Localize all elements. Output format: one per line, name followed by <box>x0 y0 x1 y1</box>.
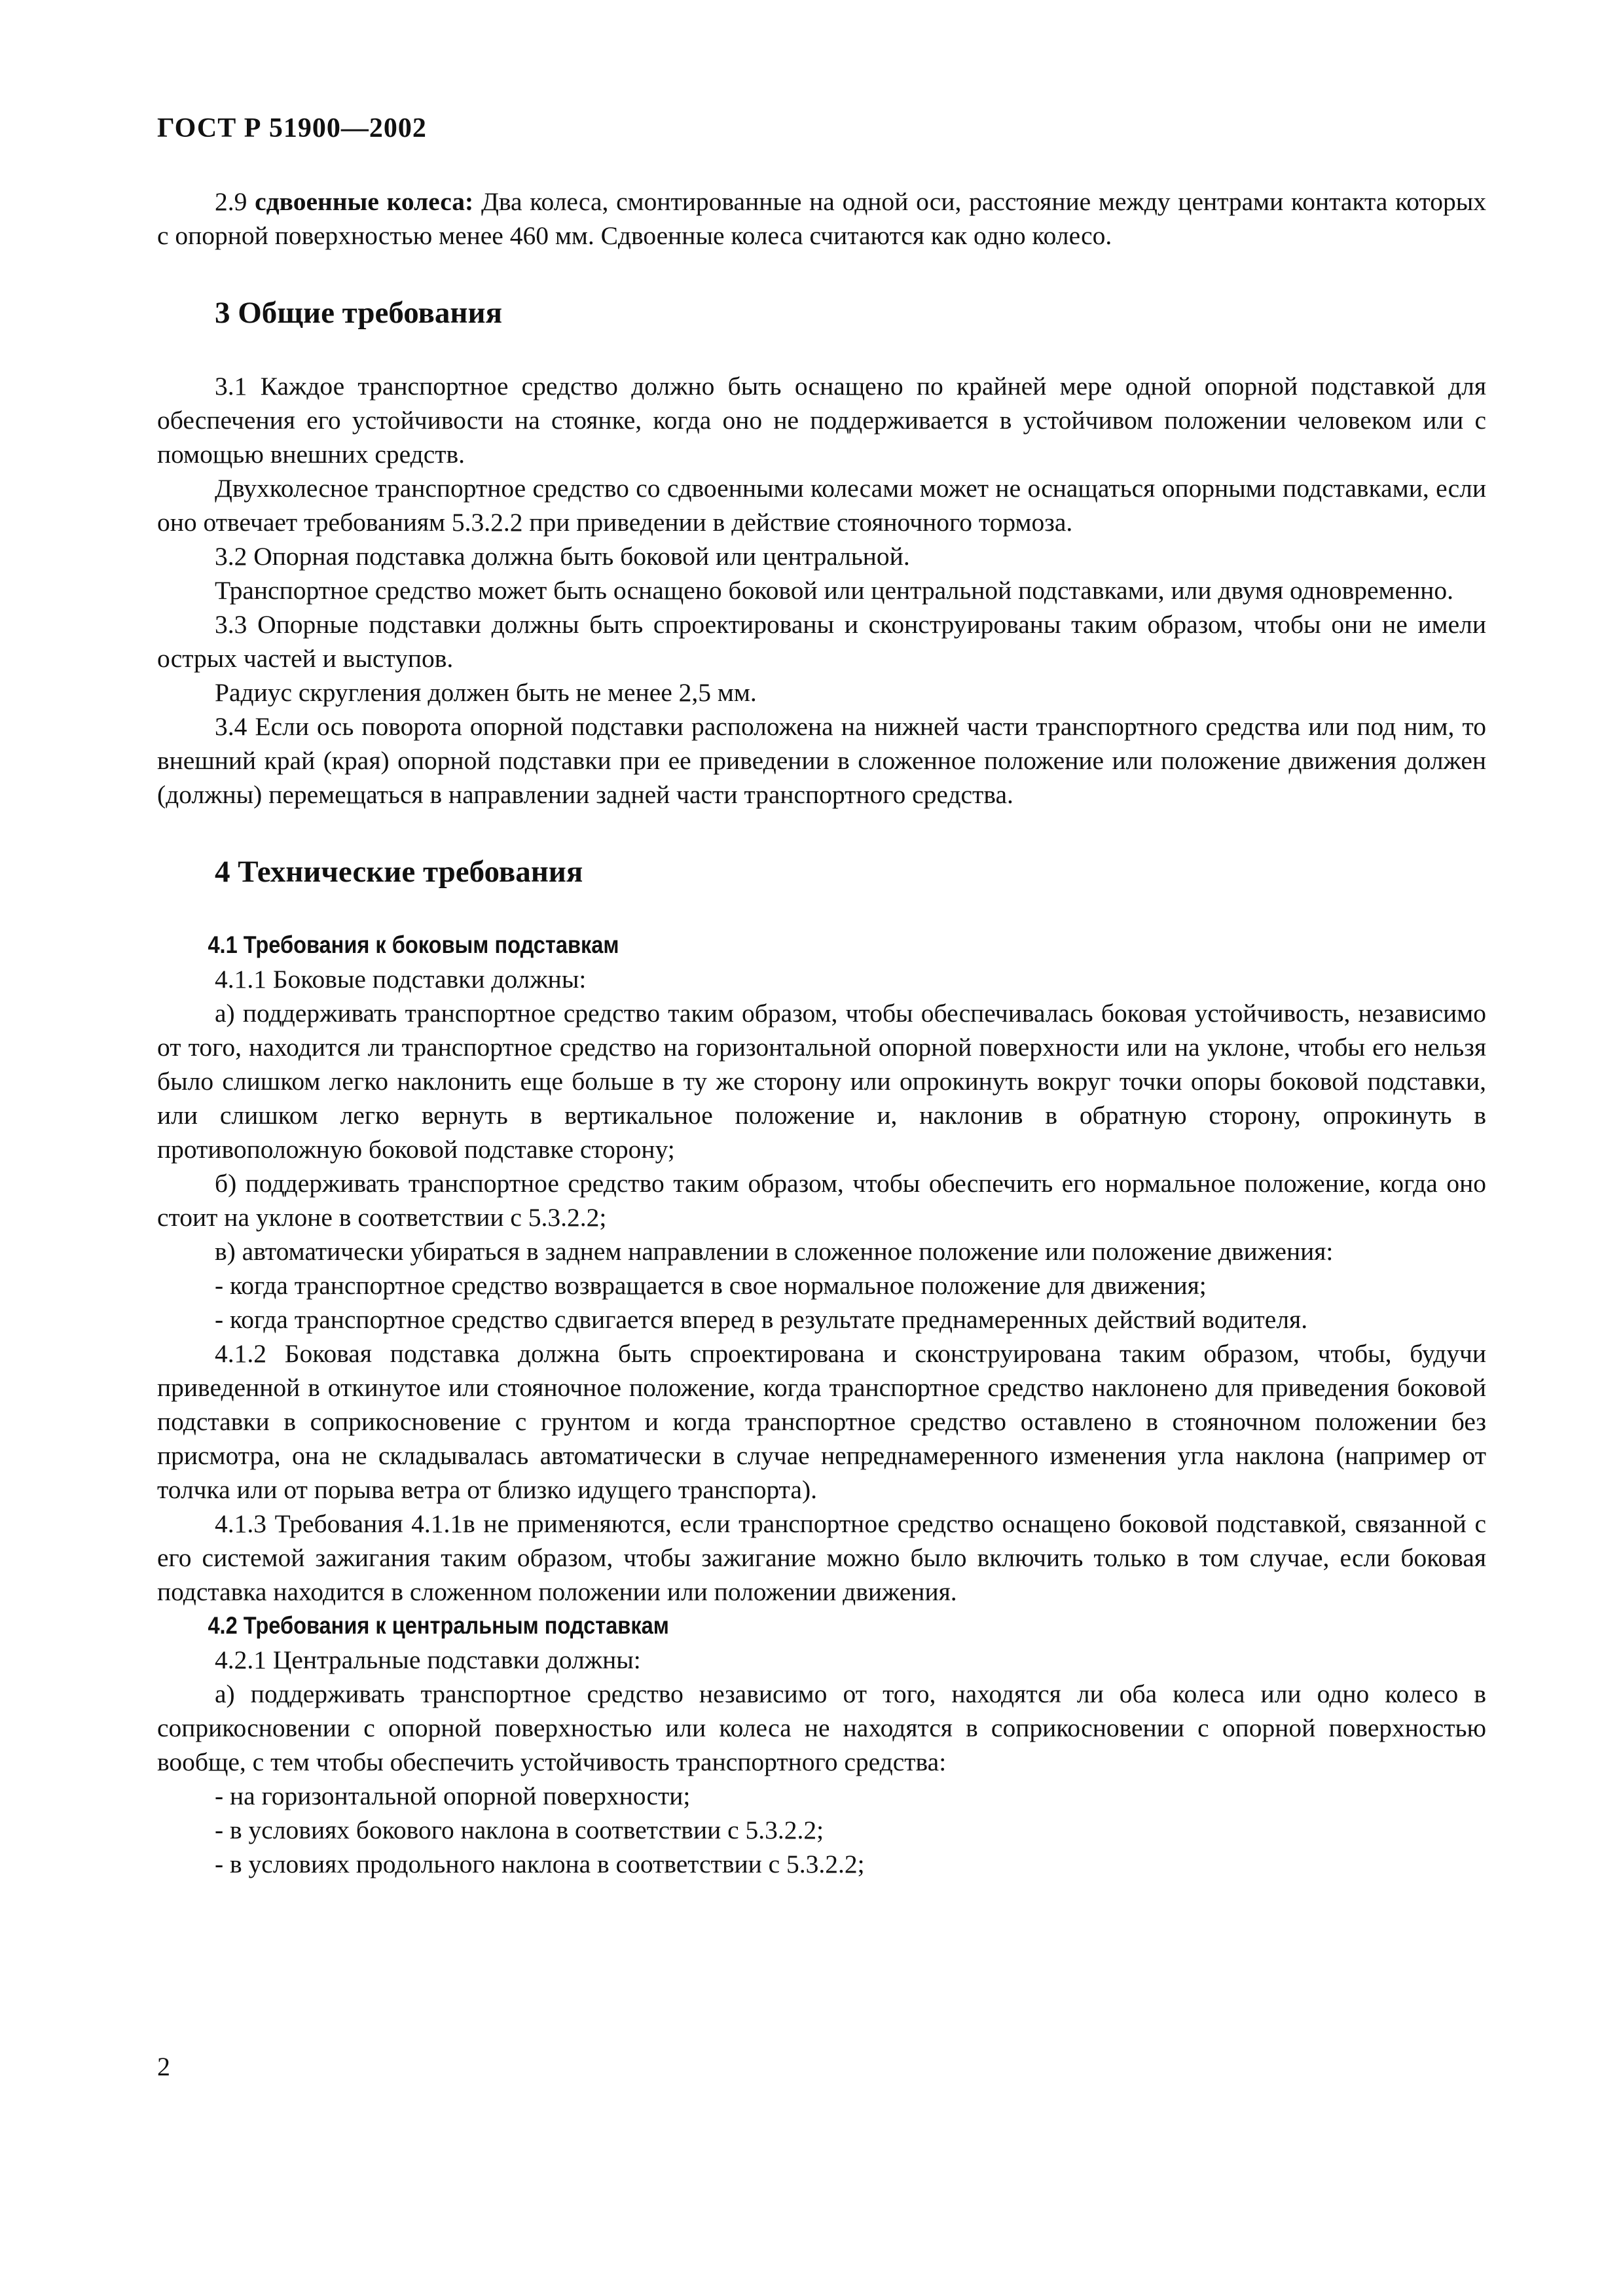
section-3-body <box>157 369 1486 812</box>
page-number: 2 <box>157 2052 170 2081</box>
paragraph-3-1-note: Двухколесное транспортное средство со сдвоенными колесами может не оснащаться опорными подставками, если оно отвечает требованиям 5.3.2.2 при приведении в действие стояночного тормоза. <box>157 474 1486 537</box>
paragraph-3-3-note: Радиус скругления должен быть не менее 2,5 мм. <box>215 678 757 707</box>
list-item-dash-4: - в условиях бокового наклона в соответствии с 5.3.2.2; <box>215 1816 824 1844</box>
list-item-dash-3: - на горизонтальной опорной поверхности; <box>215 1782 691 1810</box>
paragraph-4-2-1: 4.2.1 Центральные подставки должны: <box>215 1645 641 1674</box>
paragraph-4-1-1: 4.1.1 Боковые подставки должны: <box>215 965 587 994</box>
clause-number: 2.9 <box>215 187 247 216</box>
subsection-4-1-heading: 4.1 Требования к боковым подставкам <box>208 931 619 958</box>
list-item-dash-1: - когда транспортное средство возвращается в свое нормальное положение для движения; <box>215 1271 1207 1300</box>
list-item-4-1-1-b: б) поддерживать транспортное средство таким образом, чтобы обеспечить его нормальное положение, когда оно стоит на уклоне в соответствии с 5.3.2.2; <box>157 1169 1486 1232</box>
list-item-4-1-1-a: а) поддерживать транспортное средство таким образом, чтобы обеспечивалась боковая устойчивость, независимо от того, находится ли транспортное средство на горизонтальной опорной поверхности или на уклоне, чтобы его нельзя было слишком легко наклонить еще больше в ту же сторону или опрокинуть вокруг точки опоры боковой подставки, или слишком легко вернуть в вертикальное положение и, наклонив в обратную сторону, опрокинуть в противоположную боковой подставке сторону; <box>157 999 1486 1164</box>
list-item-dash-5: - в условиях продольного наклона в соответствии с 5.3.2.2; <box>215 1850 865 1878</box>
list-item-4-1-1-v: в) автоматически убираться в заднем направлении в сложенное положение или положение движения: <box>215 1237 1334 1266</box>
document-code: ГОСТ Р 51900—2002 <box>157 113 427 143</box>
term-definition: Два колеса, смонтированные на одной оси, расстояние между центрами контакта которых с опорной поверхностью менее 460 мм. Сдвоенные колеса считаются как одно колесо. <box>157 187 1487 250</box>
section-4-body <box>157 928 1486 1881</box>
paragraph-3-2-note: Транспортное средство может быть оснащено боковой или центральной подставками, или двумя одновременно. <box>215 576 1453 605</box>
paragraph-3-3: 3.3 Опорные подставки должны быть спроектированы и сконструированы таким образом, чтобы они не имели острых частей и выступов. <box>157 610 1486 673</box>
paragraph-3-2: 3.2 Опорная подставка должна быть боковой или центральной. <box>215 542 910 571</box>
clause-2-9 <box>157 185 1486 253</box>
list-item-dash-2: - когда транспортное средство сдвигается вперед в результате преднамеренных действий водителя. <box>215 1305 1308 1334</box>
list-item-4-2-1-a: а) поддерживать транспортное средство независимо от того, находятся ли оба колеса или одно колесо в соприкосновении с опорной поверхностью или колеса не находятся в соприкосновении с опорной поверхностью вообще, с тем чтобы обеспечить устойчивость транспортного средства: <box>157 1679 1486 1776</box>
paragraph-4-1-3: 4.1.3 Требования 4.1.1в не применяются, если транспортное средство оснащено боковой подставкой, связанной с его системой зажигания таким образом, чтобы зажигание можно было включить только в том случае, если боковая подставка находится в сложенном положении или положении движения. <box>157 1509 1486 1606</box>
document-page <box>157 111 1486 1881</box>
paragraph-3-1: 3.1 Каждое транспортное средство должно быть оснащено по крайней мере одной опорной подставкой для обеспечения его устойчивости на стоянке, когда оно не поддерживается в устойчивом положении человеком или с помощью внешних средств. <box>157 372 1486 469</box>
term-heading: сдвоенные колеса: <box>255 187 474 216</box>
section-4-heading: 4 Технические требования <box>215 855 583 889</box>
paragraph-4-1-2: 4.1.2 Боковая подставка должна быть спроектирована и сконструирована таким образом, чтобы, будучи приведенной в откинутое или стояночное положение, когда транспортное средство наклонено для приведения боковой подставки в соприкосновение с грунтом и когда транспортное средство оставлено в стояночном положении без присмотра, она не складывалась автоматически в случае непреднамеренного изменения угла наклона (например от толчка или от порыва ветра от близко идущего транспорта). <box>157 1339 1486 1504</box>
paragraph-3-4: 3.4 Если ось поворота опорной подставки расположена на нижней части транспортного средства или под ним, то внешний край (края) опорной подставки при ее приведении в сложенное положение или положение движения должен (должны) перемещаться в направлении задней части транспортного средства. <box>157 712 1486 809</box>
section-3-heading: 3 Общие требования <box>215 296 503 330</box>
subsection-4-2-heading: 4.2 Требования к центральным подставкам <box>208 1612 669 1639</box>
